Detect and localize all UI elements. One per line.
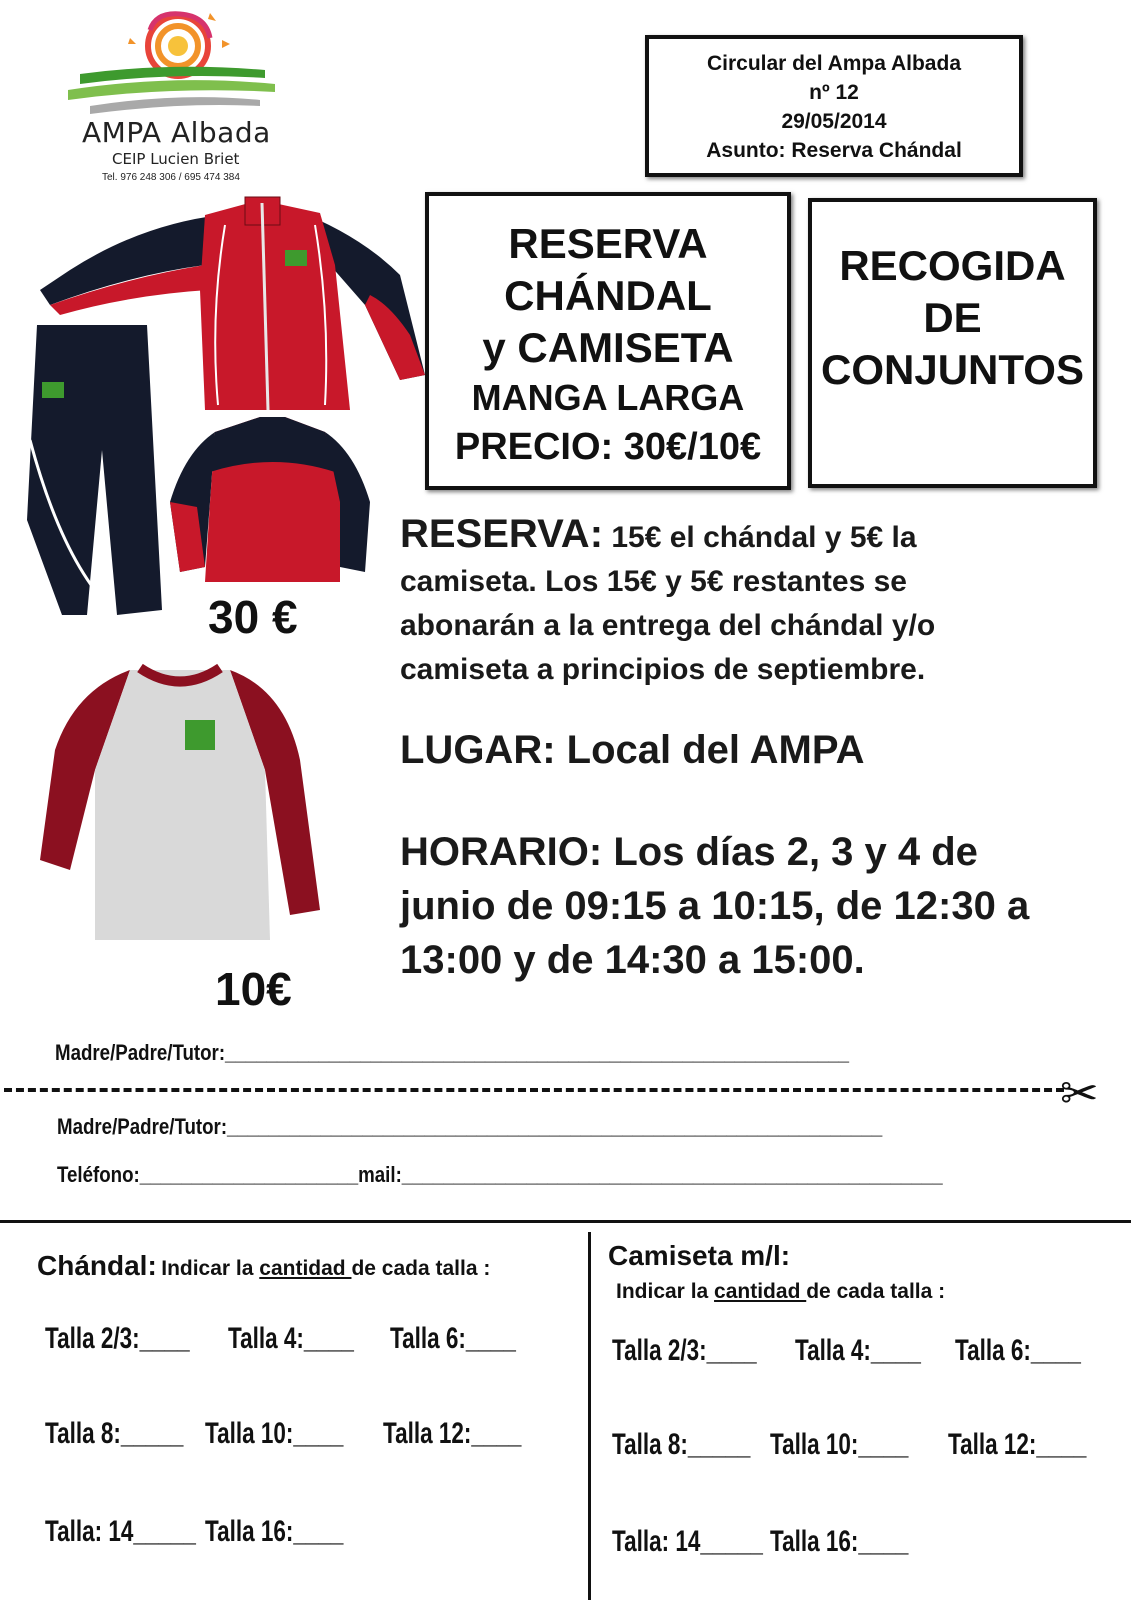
pants-shape <box>27 325 162 615</box>
phone-mail-field[interactable]: Teléfono:_____________________mail:____________________________________________________ <box>57 1162 943 1187</box>
chandal-header <box>37 1250 490 1282</box>
chandal-size-field[interactable]: Talla: 14_____ <box>45 1515 196 1548</box>
chandal-size-field[interactable]: Talla 4:____ <box>228 1322 354 1355</box>
cut-line <box>4 1088 1064 1092</box>
camiseta-size-field[interactable]: Talla: 14_____ <box>612 1525 763 1558</box>
divider-vertical <box>588 1232 591 1600</box>
camiseta-size-field[interactable]: Talla 8:_____ <box>612 1428 751 1461</box>
reserva-box <box>425 192 791 490</box>
tracksuit-price: 30 € <box>208 591 298 643</box>
long-sleeve-shirt-image <box>35 660 325 945</box>
divider-horizontal <box>0 1220 1131 1223</box>
circular-title: Circular del Ampa Albada <box>706 52 961 75</box>
scissors-icon: ✂ <box>1060 1067 1099 1119</box>
camiseta-size-field[interactable]: Talla 12:____ <box>948 1428 1087 1461</box>
chandal-title: Chándal: <box>37 1250 157 1281</box>
reserva-heading: RESERVA <box>508 220 708 267</box>
chandal-size-field[interactable]: Talla 16:____ <box>205 1515 344 1548</box>
chandal-heading: CHÁNDAL <box>504 272 712 319</box>
logo-leaf-1 <box>208 13 216 21</box>
shirt-badge <box>185 720 215 750</box>
shirt-price: 10€ <box>215 963 292 1015</box>
logo-name: AMPA Albada <box>82 116 271 149</box>
camiseta-ind-pre: Indicar la <box>616 1280 715 1303</box>
child-jacket-image <box>165 412 375 587</box>
jacket-badge <box>285 250 307 266</box>
chandal-ind-pre: Indicar la <box>161 1257 260 1280</box>
tracksuit-pants-image <box>22 320 172 620</box>
camiseta-ind-quantity: cantidad <box>714 1280 807 1303</box>
chandal-ind-post: de cada talla : <box>351 1257 491 1280</box>
camiseta-size-field[interactable]: Talla 6:____ <box>955 1334 1081 1367</box>
circular-box <box>645 35 1023 177</box>
logo-leaf-3 <box>128 38 136 44</box>
tutor-field-bottom[interactable]: Madre/Padre/Tutor:_______________________________________________________________ <box>57 1114 883 1139</box>
price-heading: PRECIO: 30€/10€ <box>454 426 762 468</box>
logo-phone: Tel. 976 248 306 / 695 474 384 <box>102 172 240 183</box>
recogida-line-1: RECOGIDA <box>839 242 1066 289</box>
chandal-ind-quantity: cantidad <box>259 1257 352 1280</box>
camiseta-ind-post: de cada talla : <box>806 1280 946 1303</box>
logo-hill-3 <box>90 97 260 114</box>
reserva-label: RESERVA: <box>400 512 604 556</box>
shirt-body <box>95 670 270 940</box>
camiseta-size-field[interactable]: Talla 10:____ <box>770 1428 909 1461</box>
circular-date: 29/05/2014 <box>781 110 887 133</box>
recogida-line-2: DE <box>923 294 982 341</box>
manga-larga-heading: MANGA LARGA <box>471 377 745 418</box>
logo-hill-2 <box>68 80 275 100</box>
camiseta-instructions <box>616 1280 945 1304</box>
logo-leaf-2 <box>222 40 230 48</box>
camiseta-size-field[interactable]: Talla 4:____ <box>795 1334 921 1367</box>
pants-badge <box>42 382 64 398</box>
chandal-size-field[interactable]: Talla 2/3:____ <box>45 1322 190 1355</box>
reserva-text: 15€ el chándal y 5€ la camiseta. Los 15€ y 5€ restantes se abonarán a la entrega del chándal y/o camiseta a principios de septiembre. <box>400 521 936 686</box>
camiseta-heading: y CAMISETA <box>482 324 734 371</box>
logo-sun-inner <box>168 36 188 56</box>
horario-paragraph: HORARIO: Los días 2, 3 y 4 de junio de 09:15 a 10:15, de 12:30 a 13:00 y de 14:30 a 15:00. <box>400 830 1030 982</box>
circular-subject: Asunto: Reserva Chándal <box>706 139 962 162</box>
reserva-paragraph <box>400 512 1040 692</box>
camiseta-size-field[interactable]: Talla 16:____ <box>770 1525 909 1558</box>
recogida-line-3: CONJUNTOS <box>821 346 1084 393</box>
chandal-size-field[interactable]: Talla 8:_____ <box>45 1417 184 1450</box>
tutor-field-top[interactable]: Madre/Padre/Tutor:____________________________________________________________ <box>55 1040 850 1065</box>
circular-number: nº 12 <box>809 81 859 104</box>
recogida-box <box>808 198 1097 488</box>
chandal-size-field[interactable]: Talla 12:____ <box>383 1417 522 1450</box>
chandal-size-field[interactable]: Talla 10:____ <box>205 1417 344 1450</box>
camiseta-size-field[interactable]: Talla 2/3:____ <box>612 1334 757 1367</box>
chandal-size-field[interactable]: Talla 6:____ <box>390 1322 516 1355</box>
lugar-paragraph: LUGAR: Local del AMPA <box>400 728 865 772</box>
camiseta-title: Camiseta m/l: <box>608 1240 791 1271</box>
logo-school: CEIP Lucien Briet <box>112 150 240 168</box>
